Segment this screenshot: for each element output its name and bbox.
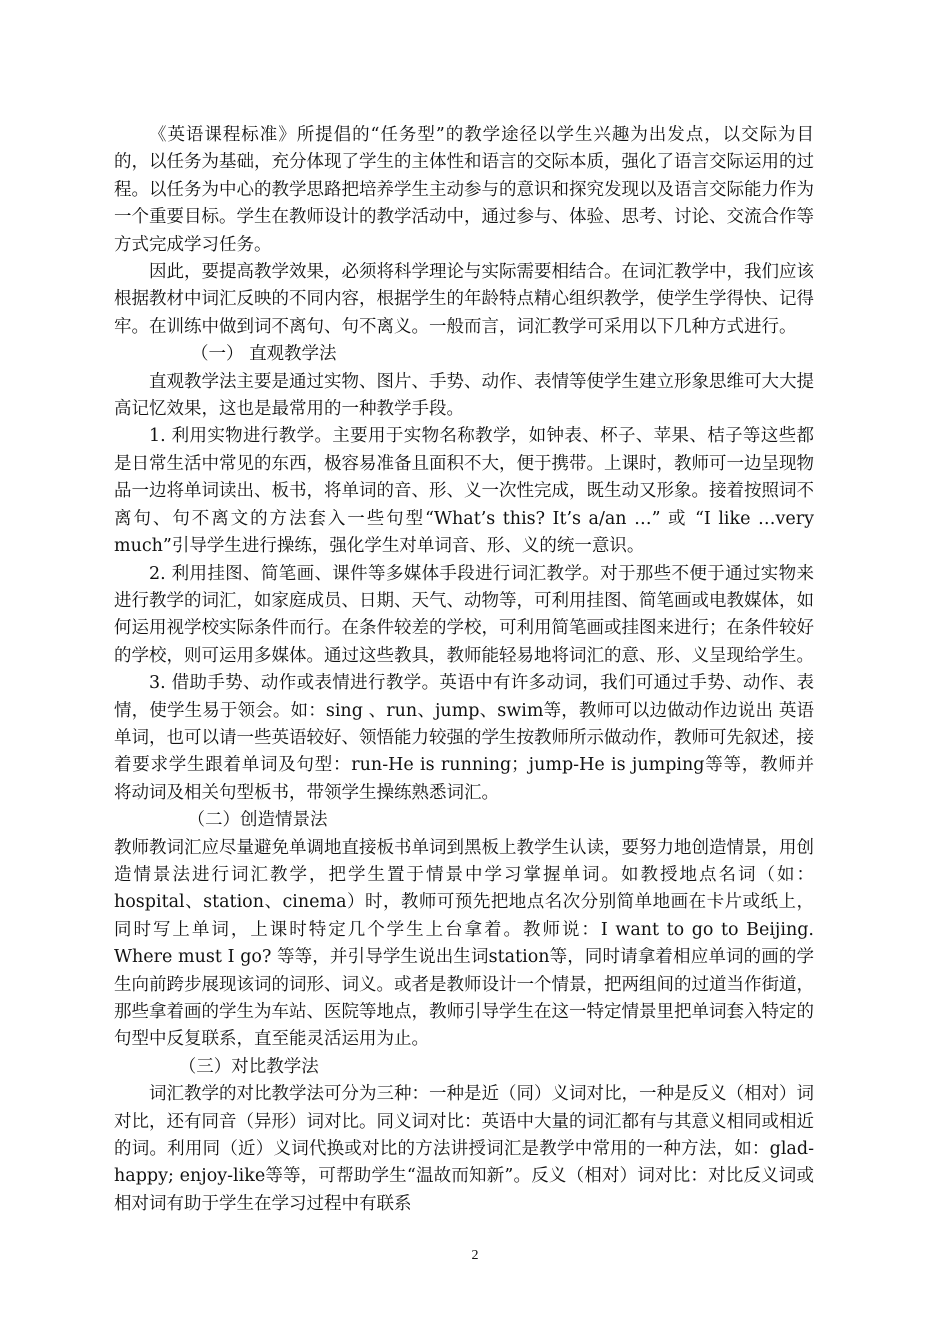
paragraph-situational: 教师教词汇应尽量避免单调地直接板书单词到黑板上教学生认读，要努力地创造情景，用创造情景法进行词汇教学，把学生置于情景中学习掌握单词。如教授地点名词（如：hospital、station、cinema）时，教师可预先把地点名次分别简单地画在卡片或纸上，同时写上单词，上课时特定几个学生上台拿着。教师说：I want to go to Beijing. Where must I go? 等等，并引导学生说出生词station等，同时请拿着相应单词的画的学生向前跨步展现该词的词形、词义。或者是教师设计一个情景，把两组间的过道当作街道，那些拿着画的学生为车站、医院等地点，教师引导学生在这一特定情景里把单词套入特定的句型中反复联系，直至能灵活运用为止。 xyxy=(114,837,814,1050)
section-heading-situational: （二）创造情景法 xyxy=(187,810,328,831)
paragraph-intuitive-teaching: 直观教学法主要是通过实物、图片、手势、动作、表情等使学生建立形象思维可大大提高记忆效果，这也是最常用的一种教学手段。 xyxy=(114,371,814,420)
paragraph-real-objects: 1. 利用实物进行教学。主要用于实物名称教学，如钟表、杯子、苹果、桔子等这些都是日常生活中常见的东西，极容易准备且面积不大，便于携带。上课时，教师可一边呈现物品一边将单词读出、板书，将单词的音、形、义一次性完成，既生动又形象。接着按照词不离句、句不离文的方法套入一些句型“What’s this? It’s a/an …” 或 “I like …very much”引导学生进行操练，强化学生对单词音、形、义的统一意识。 xyxy=(114,426,814,557)
paragraph-vocabulary-methods-intro: 因此，要提高教学效果，必须将科学理论与实际需要相结合。在词汇教学中，我们应该根据教材中词汇反映的不同内容，根据学生的年龄特点精心组织教学，使学生学得快、记得牢。在训练中做到词不离句、句不离义。一般而言，词汇教学可采用以下几种方式进行。 xyxy=(114,262,814,337)
section-heading-intuitive-teaching: （一） 直观教学法 xyxy=(191,344,337,365)
paragraph-contrast: 词汇教学的对比教学法可分为三种：一种是近（同）义词对比，一种是反义（相对）词对比，还有同音（异形）词对比。同义词对比：英语中大量的词汇都有与其意义相同或相近的词。利用同（近）义词代换或对比的方法讲授词汇是教学中常用的一种方法，如：glad-happy; enjoy-like等等，可帮助学生“温故而知新”。反义（相对）词对比：对比反义词或相对词有助于学生在学习过程中有联系 xyxy=(114,1084,814,1214)
page-number: 2 xyxy=(471,1248,479,1263)
paragraph-multimedia: 2. 利用挂图、简笔画、课件等多媒体手段进行词汇教学。对于那些不便于通过实物来进行教学的词汇，如家庭成员、日期、天气、动物等，可利用挂图、简笔画或电教媒体，如何运用视学校实际条件而行。在条件较差的学校，可利用简笔画或挂图来进行；在条件较好的学校，则可运用多媒体。通过这些教具，教师能轻易地将词汇的意、形、义呈现给学生。 xyxy=(114,563,814,666)
document-body xyxy=(114,122,814,1218)
paragraph-task-based-teaching: 《英语课程标准》所提倡的“任务型”的教学途径以学生兴趣为出发点，以交际为目的，以任务为基础，充分体现了学生的主体性和语言的交际本质，强化了语言交际运用的过程。以任务为中心的教学思路把培养学生主动参与的意识和探究发现以及语言交际能力作为一个重要目标。学生在教师设计的教学活动中，通过参与、体验、思考、讨论、交流合作等方式完成学习任务。 xyxy=(114,125,814,255)
paragraph-gestures: 3. 借助手势、动作或表情进行教学。英语中有许多动词，我们可通过手势、动作、表情，使学生易于领会。如：sing 、run、jump、swim等，教师可以边做动作边说出 英语单词，也可以请一些英语较好、领悟能力较强的学生按教师所示做动作，教师可先叙述，接着要求学生跟着单词及句型：run-He is running；jump-He is jumping等等，教师并将动词及相关句型板书，带领学生操练熟悉词汇。 xyxy=(114,673,814,803)
section-heading-contrast: （三）对比教学法 xyxy=(178,1056,319,1077)
